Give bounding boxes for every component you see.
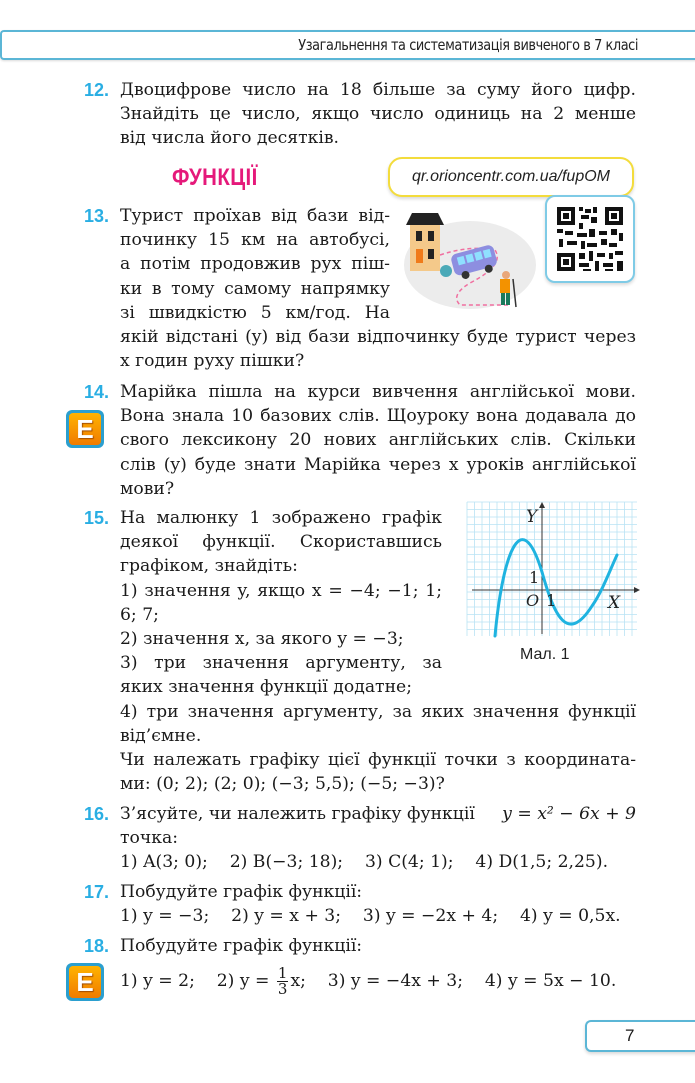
task-text-line: Марійка пішла на курси вивчення англійської мови. bbox=[120, 382, 636, 402]
header-title: Узагальнення та систематизація вивченого в 7 класі bbox=[298, 36, 638, 54]
option: 3) y = −2x + 4; bbox=[362, 906, 499, 927]
task-number: 15. bbox=[84, 508, 110, 528]
task-text-line: Знайдіть це число, якщо число одиниць на 2 менше bbox=[120, 104, 636, 125]
task-text-line: Побудуйте графік функції: bbox=[120, 882, 363, 902]
option: 4) y = 5x − 10. bbox=[484, 971, 617, 992]
option: 3) y = −4x + 3; bbox=[327, 971, 464, 992]
task-text: З’ясуйте, чи належить графіку функції bbox=[120, 804, 475, 824]
task-text-line: Вона знала 10 базових слів. Щоуроку вона додавала до bbox=[120, 406, 636, 427]
running-header bbox=[0, 30, 695, 60]
task-text-line: 4) три значення аргументу, за яких значення функції bbox=[120, 701, 636, 722]
task-text-line: 2) значення x, за якого y = −3; bbox=[120, 629, 404, 650]
option: x; bbox=[290, 971, 306, 992]
task-text-line: свого лексикону 20 нових англійських слів. Скільки bbox=[120, 430, 636, 451]
task-text-line: а потім продовжив рух піш- bbox=[120, 254, 390, 275]
task-text-line: яких значення функції додатне; bbox=[120, 677, 412, 698]
task-text-line: 6; 7; bbox=[120, 604, 159, 625]
e-badge-label: E bbox=[69, 413, 101, 445]
task-text-line: Побудуйте графік функції: bbox=[120, 936, 363, 956]
option: 1) y = 2; bbox=[120, 971, 195, 992]
task-text-line: На малюнку 1 зображено графік bbox=[120, 508, 442, 528]
option: 4) D(1,5; 2,25). bbox=[475, 852, 609, 873]
task-18 bbox=[84, 934, 636, 997]
task-text-line: починку 15 км на автобусі, bbox=[120, 230, 390, 251]
task-text-line: Турист проїхав від бази від- bbox=[120, 206, 390, 226]
page-number-box bbox=[585, 1020, 695, 1052]
task-16 bbox=[84, 802, 636, 875]
function-graph bbox=[462, 500, 642, 640]
function-curve bbox=[495, 540, 617, 636]
task-number: 18. bbox=[84, 936, 110, 956]
page-number: 7 bbox=[625, 1026, 635, 1045]
task-text-line: ми: (0; 2); (2; 0); (−3; 5,5); (−5; −3)? bbox=[120, 774, 445, 795]
origin-label: O bbox=[526, 591, 540, 610]
x-unit-label: 1 bbox=[546, 591, 557, 610]
figure-caption: Мал. 1 bbox=[520, 646, 570, 663]
formula: y = x² − 6x + 9 bbox=[502, 804, 636, 824]
task-text-line: Двоцифрове число на 18 більше за суму його цифр. bbox=[120, 80, 636, 100]
option: 2) y = bbox=[216, 971, 270, 992]
task-number: 14. bbox=[84, 382, 110, 402]
task-13 bbox=[84, 204, 636, 373]
section-title: ФУНКЦІЇ bbox=[172, 164, 258, 191]
task-17 bbox=[84, 880, 636, 928]
task-text-line: 3) три значення аргументу, за bbox=[120, 653, 442, 674]
task-text-line: 1) значення y, якщо x = −4; −1; 1; bbox=[120, 580, 442, 601]
task-text-line: від числа його десятків. bbox=[120, 128, 340, 149]
task-text-line: якій відстані (y) від бази відпочинку буде турист через bbox=[120, 327, 636, 348]
task-12 bbox=[84, 78, 636, 151]
task-number: 12. bbox=[84, 80, 110, 100]
e-badge-label: E bbox=[69, 966, 101, 998]
option: 1) A(3; 0); bbox=[120, 852, 208, 873]
fraction-numerator: 1 bbox=[277, 964, 288, 983]
task-number: 17. bbox=[84, 882, 110, 902]
option: 4) y = 0,5x. bbox=[519, 906, 621, 927]
task-text-line: деякої функції. Скориставшись bbox=[120, 532, 442, 553]
y-axis-arrow-icon bbox=[539, 502, 545, 508]
task-text-line: x годин руху пішки? bbox=[120, 351, 305, 372]
option: 2) y = x + 3; bbox=[231, 906, 342, 927]
qr-link[interactable]: qr.orioncentr.com.ua/fupOM bbox=[388, 157, 634, 197]
option: 3) C(4; 1); bbox=[364, 852, 454, 873]
option: 2) B(−3; 18); bbox=[229, 852, 344, 873]
task-14 bbox=[84, 380, 636, 501]
fraction-denominator: 3 bbox=[277, 980, 288, 999]
task-text-line: Чи належать графіку цієї функції точки з координата- bbox=[120, 750, 636, 771]
task-number: 16. bbox=[84, 804, 110, 824]
x-axis-label: X bbox=[608, 593, 621, 613]
option: 1) y = −3; bbox=[120, 906, 210, 927]
task-text-line: графіком, знайдіть: bbox=[120, 556, 298, 577]
task-text-line: слів (y) буде знати Марійка через x уроків англійської bbox=[120, 454, 636, 475]
task-text-line: від’ємне. bbox=[120, 725, 202, 746]
task-text-line: зі швидкістю 5 км/год. На bbox=[120, 302, 390, 323]
y-axis-label: Y bbox=[526, 507, 538, 527]
fraction bbox=[277, 966, 289, 997]
task-text-line: ки в тому самому напрямку bbox=[120, 278, 390, 299]
task-text-line: мови? bbox=[120, 478, 175, 499]
task-number: 13. bbox=[84, 206, 110, 226]
y-unit-label: 1 bbox=[529, 568, 540, 587]
task-text-line: точка: bbox=[120, 828, 178, 849]
